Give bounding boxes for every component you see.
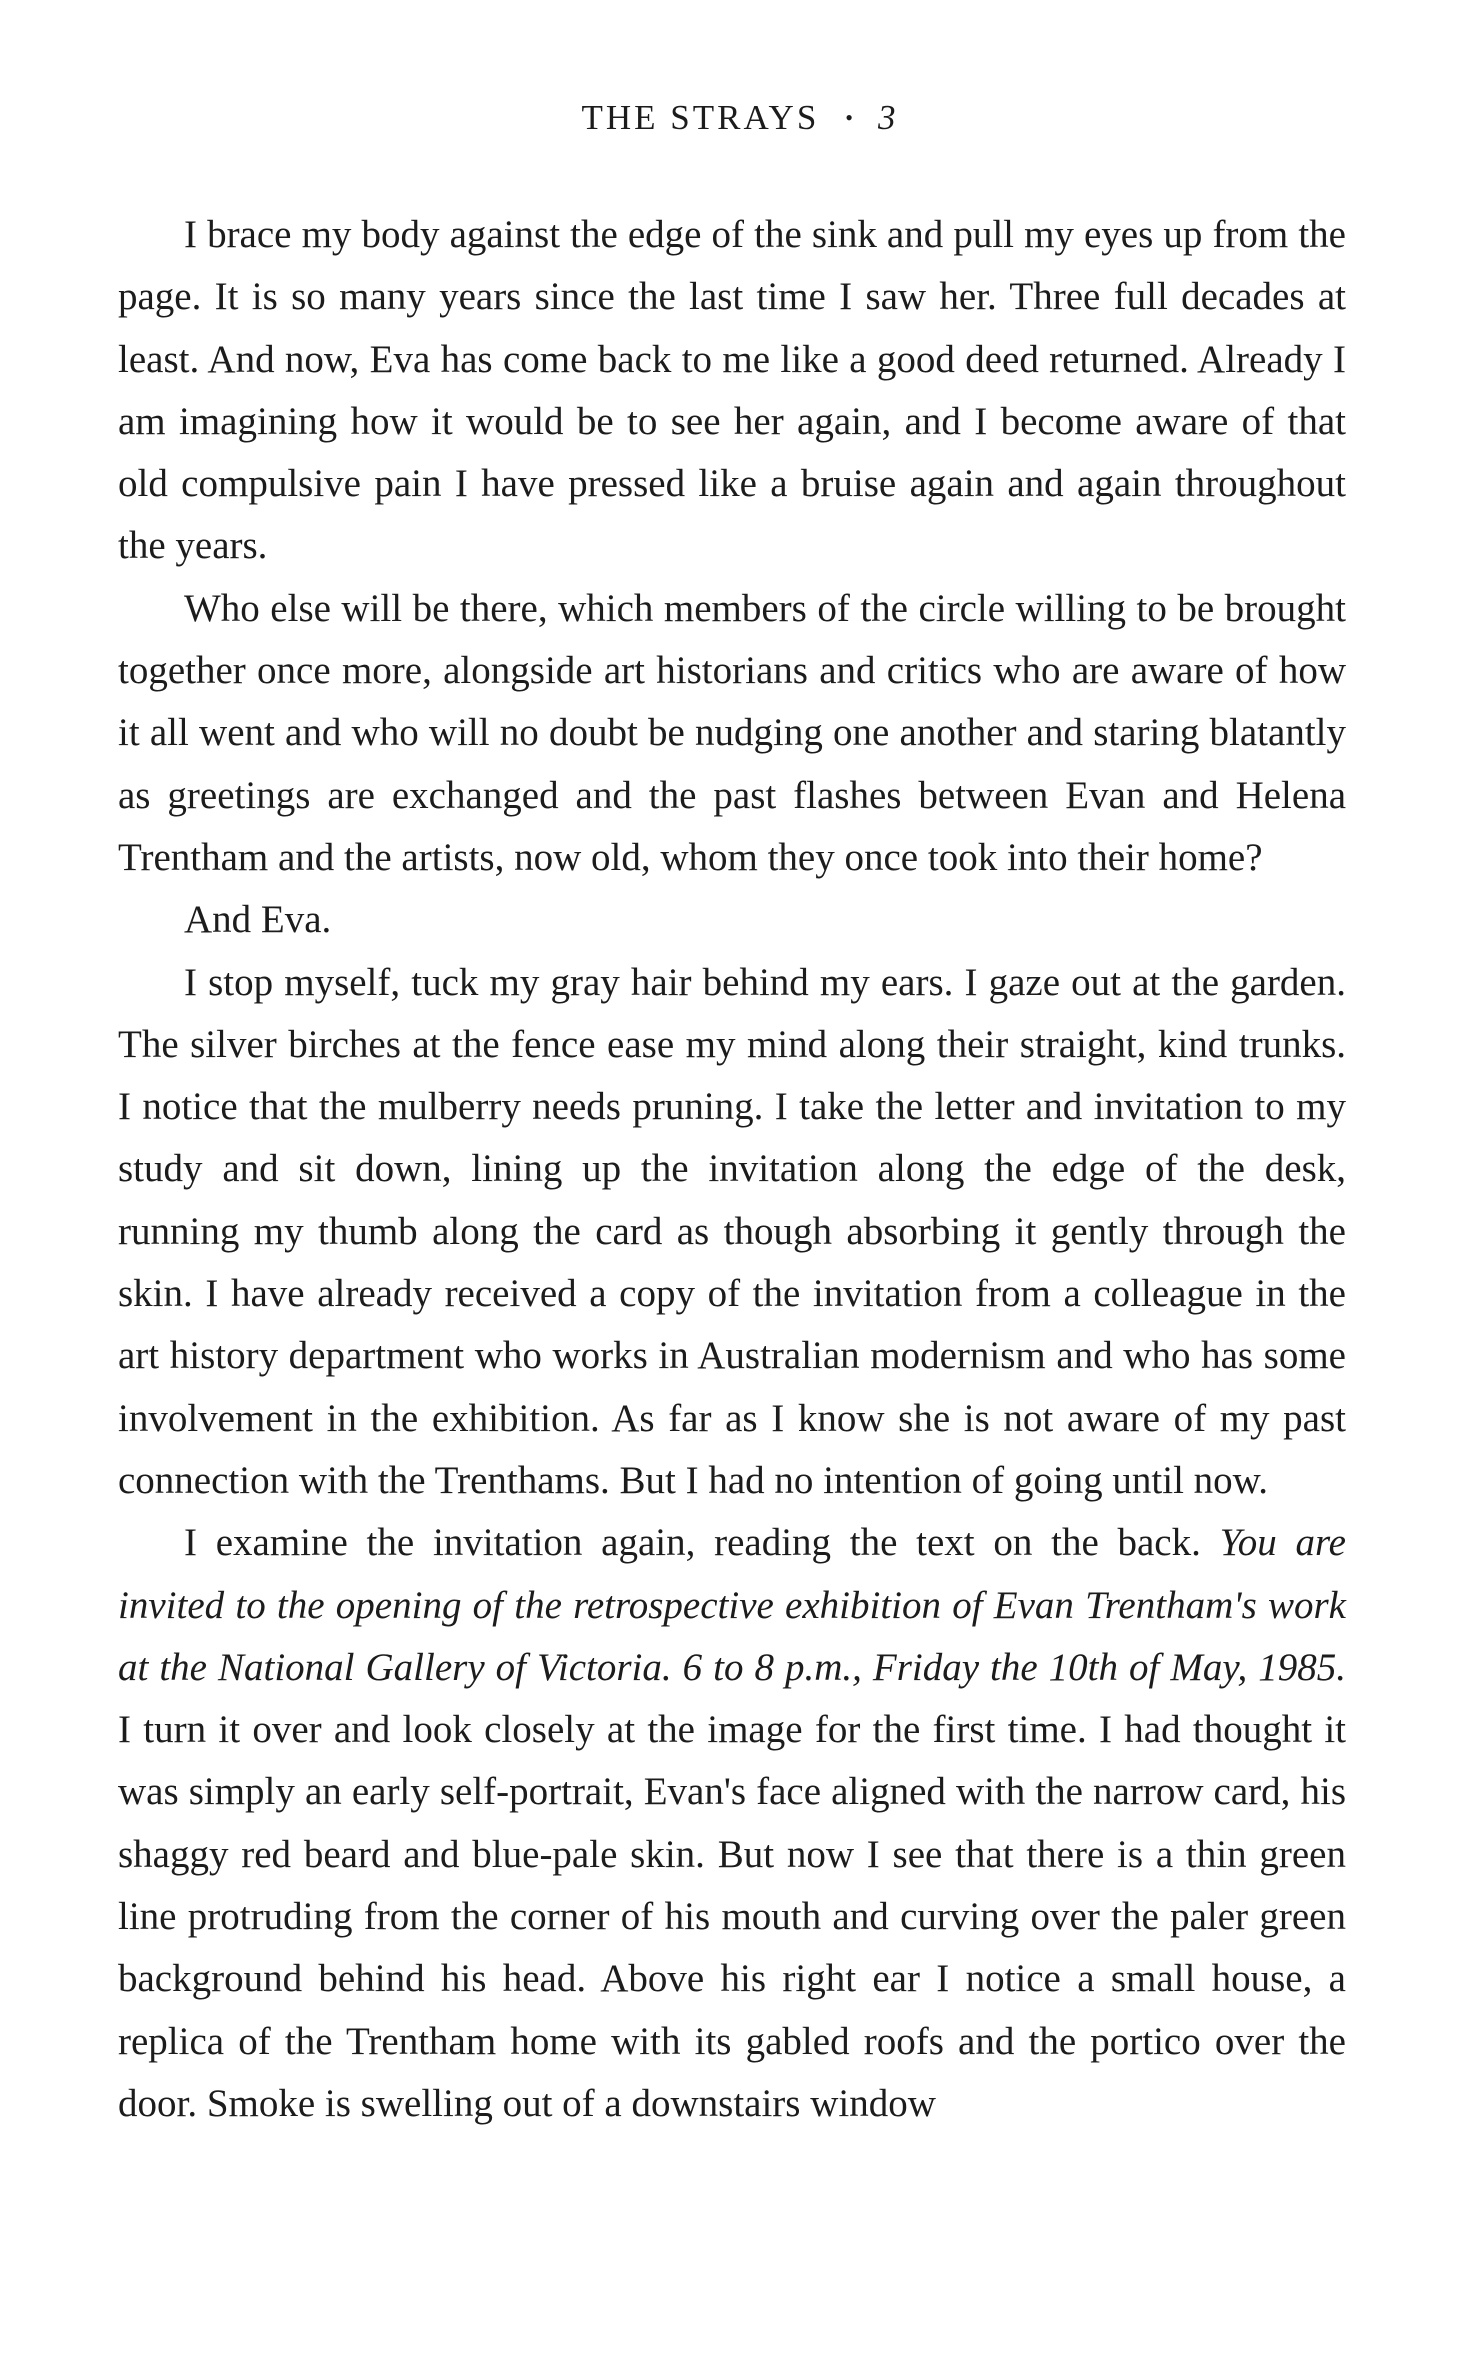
invitation-text: You are invited to the opening of the retrospective exhibition of Evan Trentham's work at the National Gallery of Victoria. 6 to 8 p.m., Friday the 10th of May, 1985. (118, 1521, 1346, 1689)
page-number: 3 (877, 98, 896, 137)
running-head (0, 98, 1477, 138)
paragraph-2: Who else will be there, which members of the circle willing to be brought together once more, alongside art historians and critics who are aware of how it all went and who will no doubt be nudging one another and staring blatantly as greetings are exchanged and the past flashes between Evan and Helena Trentham and the artists, now old, whom they once took into their home? (118, 586, 1346, 879)
paragraph-5 (118, 1512, 1346, 2135)
header-separator: • (845, 105, 856, 130)
paragraph-3: And Eva. (184, 898, 332, 942)
body-text (118, 204, 1346, 2135)
paragraph-5-rest: I turn it over and look closely at the image for the first time. I had thought it was simply an early self-portrait, Evan's face aligned with the narrow card, his shaggy red beard and blue-pale skin. But now I see that there is a thin green line protruding from the corner of his mouth and curving over the paler green background behind his head. Above his right ear I notice a small house, a replica of the Trentham home with its gabled roofs and the portico over the door. Smoke is swelling out of a downstairs window (118, 1708, 1346, 2125)
book-title: THE STRAYS (581, 98, 820, 137)
paragraph-4: I stop myself, tuck my gray hair behind my ears. I gaze out at the garden. The silver birches at the fence ease my mind along their straight, kind trunks. I notice that the mulberry needs pruning. I take the letter and invitation to my study and sit down, lining up the invitation along the edge of the desk, running my thumb along the card as though absorbing it gently through the skin. I have already received a copy of the invitation from a colleague in the art history department who works in Australian modernism and who has some involvement in the exhibition. As far as I know she is not aware of my past connection with the Trenthams. But I had no intention of going until now. (118, 960, 1346, 1502)
paragraph-1: I brace my body against the edge of the sink and pull my eyes up from the page. It is so many years since the last time I saw her. Three full decades at least. And now, Eva has come back to me like a good deed returned. Already I am imagining how it would be to see her again, and I become aware of that old compulsive pain I have pressed like a bruise again and again throughout the years. (118, 213, 1346, 568)
paragraph-5-lead: I examine the invitation again, reading the text on the back. (184, 1521, 1220, 1565)
